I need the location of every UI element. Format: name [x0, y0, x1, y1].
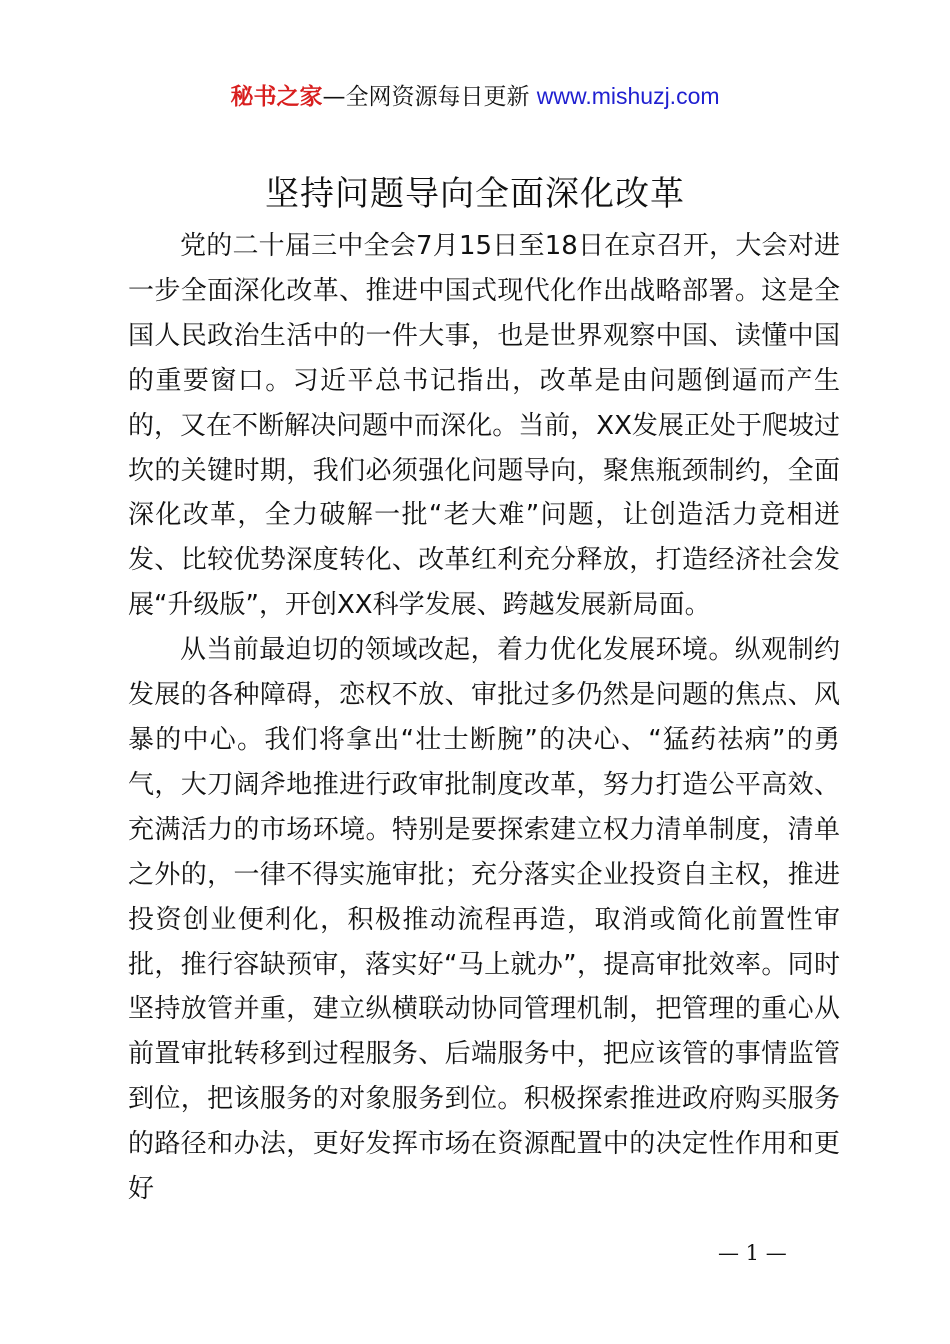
site-url-link[interactable]: www.mishuzj.com	[536, 83, 720, 109]
document-body	[128, 224, 840, 1212]
paragraph-2: 从当前最迫切的领域改起，着力优化发展环境。纵观制约发展的各种障碍，恋权不放、审批过多仍然是问题的焦点、风暴的中心。我们将拿出“壮士断腕”的决心、“猛药祛病”的勇气，大刀阔斧地推进行政审批制度改革，努力打造公平高效、充满活力的市场环境。特别是要探索建立权力清单制度，清单之外的，一律不得实施审批；充分落实企业投资自主权，推进投资创业便利化，积极推动流程再造，取消或简化前置性审批，推行容缺预审，落实好“马上就办”，提高审批效率。同时坚持放管并重，建立纵横联动协同管理机制，把管理的重心从前置审批转移到过程服务、后端服务中，把应该管的事情监管到位，把该服务的对象服务到位。积极探索推进政府购买服务的路径和办法，更好发挥市场在资源配置中的决定性作用和更好	[128, 635, 840, 1205]
document-title: 坚持问题导向全面深化改革	[265, 174, 685, 214]
page-number: — 1 —	[718, 1241, 787, 1265]
header-tagline: —全网资源每日更新	[322, 84, 537, 110]
site-header	[0, 80, 950, 113]
paragraph-1: 党的二十届三中全会7月15日至18日在京召开，大会对进一步全面深化改革、推进中国式现代化作出战略部署。这是全国人民政治生活中的一件大事，也是世界观察中国、读懂中国的重要窗口。习近平总书记指出，改革是由问题倒逼而产生的，又在不断解决问题中而深化。当前，XX发展正处于爬坡过坎的关键时期，我们必须强化问题导向，聚焦瓶颈制约，全面深化改革，全力破解一批“老大难”问题，让创造活力竞相迸发、比较优势深度转化、改革红利充分释放，打造经济社会发展“升级版”，开创XX科学发展、跨越发展新局面。	[128, 231, 840, 621]
brand-name: 秘书之家	[230, 84, 323, 110]
